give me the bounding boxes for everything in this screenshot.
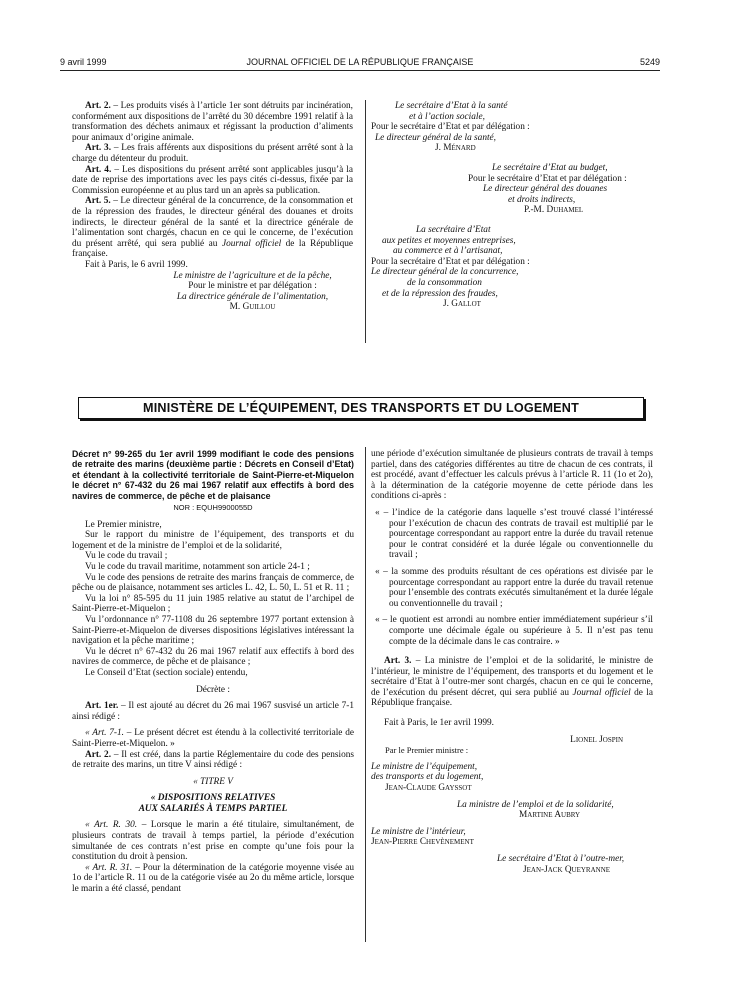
decree-article-3: Art. 3. – La ministre de l’emploi et de la solidarité, le ministre de l’intérieur, le ministre de l’équipement, des transports et du logement et le secrétaire d’Etat à l’outre-mer sont chargés, chacun en ce qui le concerne, de l’exécution du présent décret, qui sera publié au Journal officiel de la République française. [371,656,654,709]
sante-title: Le secrétaire d’Etat à la santé [395,101,508,111]
budget-name: P.-M. Duhamel [524,205,584,216]
signature-chevenement: Jean-Pierre Chevènement [371,837,474,848]
visa-code-maritime: Vu le code du travail maritime, notamment son article 24-1 ; [85,562,310,572]
signature-delegation: Pour le ministre et par délégation : [188,281,317,292]
r31-rule-1: « – l’indice de la catégorie dans laquelle s’est trouvé classé l’intéressé pour l’exécution de chacun des contrats de travail est multiplié par le pourcentage correspondant au rapport entre la durée du travail retenue pour le contrat considéré et la durée légale ou conventionnelle du travail ; [375,507,653,561]
interieur-title: Le ministre de l’intérieur, [371,826,466,837]
header-date: 9 avril 1999 [60,57,107,67]
article-r30: « Art. R. 30. – Lorsque le marin a été titulaire, simultanément, de plusieurs contrats de travail à temps partiel, la période d’exécution simultanée de ces contrats n’est prise en compte qu’une fois pour la constitution du droit à pension. [72,820,354,863]
header-rule [60,70,660,71]
decree-article-7-1: « Art. 7-1. – Le présent décret est étendu à la collectivité territoriale de Saint-Pierre-et-Miquelon. » [72,728,354,749]
titre-v-heading: « DISPOSITIONS RELATIVES [150,793,276,804]
visa-ordonnance-1977: Vu l’ordonnance n° 77-1108 du 26 septembre 1977 portant extension à Saint-Pierre-et-Miquelon de diverses dispositions législatives intéressant la navigation et la pêche maritime ; [72,614,354,647]
sante-title-2: et à l’action sociale, [409,111,485,122]
pme-role-3: et de la répression des fraudes, [382,288,498,299]
pme-role: Le directeur général de la concurrence, [371,267,519,278]
signature-title: Le ministre de l’agriculture et de la pêche, [173,270,332,281]
top-column-divider [365,100,366,343]
budget-title: Le secrétaire d’Etat au budget, [492,162,608,173]
budget-delegation: Pour le secrétaire d’Etat et par délégation : [468,173,627,184]
article-r31: « Art. R. 31. – Pour la détermination de la catégorie moyenne visée au 1o de l’article R. 11 ou de la catégorie visée au 2o du même article, lorsque le marin a été classé, pendant [72,862,354,895]
decree-nor: NOR : EQUH9900055D [173,503,253,513]
top-right-column [371,101,655,310]
visa-code-pensions: Vu le code des pensions de retraite des marins français de commerce, de pêche ou de plaisance, notamment ses articles L. 42, L. 50, L. 51 et R. 11 ; [72,572,354,594]
signing-date: Fait à Paris, le 6 avril 1999. [85,259,188,270]
equipement-title-2: des transports et du logement, [371,772,484,783]
ministry-banner [78,397,644,419]
visa-conseil-etat: Le Conseil d’Etat (section sociale) entendu, [85,667,248,678]
article-2: Art. 2. – Les produits visés à l’article 1er sont détruits par incinération, conformément aux dispositions de l’arrêté du 30 décembre 1991 relatif à la transformation des déchets animaux et régissant la production d’aliments pour animaux d’origine animale. [72,101,353,143]
article-4: Art. 4. – Les dispositions du présent arrêté sont applicables jusqu’à la date de reprise des importations avec les pays cités ci-dessus, fixée par la Commission européenne et au plus tard un an après sa publication. [72,164,354,196]
r31-rule-3: « – le quotient est arrondi au nombre entier immédiatement supérieur s’il comporte une décimale égale ou supérieure à 5. Il n’est pas tenu compte de la décimale dans le cas contraire. » [375,615,653,647]
signature-role: La directrice générale de l’alimentation, [176,291,329,302]
par-premier-ministre: Par le Premier ministre : [385,745,469,756]
sante-role: Le directeur général de la santé, [375,132,497,143]
visa-rapport: Sur le rapport du ministre de l’équipement, des transports et du logement et de la ministre de l’emploi et de la solidarité, [72,530,354,551]
pme-title-3: au commerce et à l’artisanat, [393,246,503,257]
emploi-title: La ministre de l’emploi et de la solidarité, [457,799,614,810]
r31-continuation: une période d’exécution simultanée de plusieurs contrats de travail à temps partiel, dans des catégories différentes au titre de chacun de ces contrats, il est procédé, avant d’effectuer les calculs prévus à l’article R. 11 (1o et 2o), à la détermination de la catégorie moyenne de cette période dans les conditions ci-après : [371,449,653,502]
decree-article-2: Art. 2. – Il est créé, dans la partie Réglementaire du code des pensions de retraite des marins, un titre V ainsi rédigé : [72,749,355,771]
header-page-number: 5249 [639,57,660,67]
signature-jospin: Lionel Jospin [570,734,623,745]
pme-title-2: aux petites et moyennes entreprises, [382,235,516,246]
budget-role-2: et droits indirects, [508,194,576,205]
budget-role: Le directeur général des douanes [483,184,608,195]
signature-aubry: Martine Aubry [519,810,581,821]
decree-right-column [371,449,653,875]
visa-code-travail: Vu le code du travail ; [85,551,168,562]
r31-rule-2: « – la somme des produits résultant de ces opérations est divisée par le pourcentage correspondant au rapport entre la durée du travail retenue pour l’ensemble des contrats exécutés simultanément et la durée légale ou conventionnelle du travail ; [375,566,653,609]
decree-column-divider [365,447,366,942]
article-3: Art. 3. – Les frais afférents aux dispositions du présent arrêté sont à la charge du détenteur du produit. [72,143,353,164]
visa-premier-ministre: Le Premier ministre, [85,519,162,530]
decree-title: Décret n° 99-265 du 1er avril 1999 modifiant le code des pensions de retraite des marins (deuxième partie : Décrets en Conseil d’Etat) et étendant à la collectivité territoriale de Saint-Pierre-et-Miquelon le décret n° 67-432 du 26 mai 1967 relatif aux effectifs à bord des navires de commerce, de pêche et de plaisance [72,449,354,501]
header-journal-title: JOURNAL OFFICIEL DE LA RÉPUBLIQUE FRANÇAISE [246,57,474,67]
pme-name: J. Gallot [443,299,481,310]
ministry-banner-text: MINISTÈRE DE L’ÉQUIPEMENT, DES TRANSPORTS ET DU LOGEMENT [143,401,579,415]
signature-queyranne: Jean-Jack Queyranne [523,864,611,875]
equipement-title: Le ministre de l’équipement, [371,761,478,772]
decree-article-1: Art. 1er. – Il est ajouté au décret du 26 mai 1967 susvisé un article 7-1 ainsi rédigé : [72,701,354,722]
top-left-column [72,101,353,313]
pme-title: La secrétaire d’Etat [416,224,491,235]
article-5: Art. 5. – Le directeur général de la concurrence, de la consommation et de la répression des fraudes, le directeur général des douanes et droits indirects, le directeur général de la santé et la directrice générale de l’alimentation sont chargés, chacun en ce qui le concerne, de l’exécution du présent arrêté, qui sera publié au Journal officiel de la République française. [72,196,353,260]
decree-left-column [72,449,354,895]
decree-signing-date: Fait à Paris, le 1er avril 1999. [384,718,494,729]
pme-role-2: de la consommation [407,277,482,288]
pme-delegation: Pour la secrétaire d’Etat et par délégation : [371,256,530,267]
sante-name: J. Ménard [435,143,476,154]
titre-v-heading-2: AUX SALARIÉS À TEMPS PARTIEL [138,803,288,814]
page-header [60,57,660,69]
titre-v: « TITRE V [193,776,233,787]
visa-loi-1985: Vu la loi n° 85-595 du 11 juin 1985 relative au statut de l’archipel de Saint-Pierre-et-Miquelon ; [72,593,354,615]
sante-delegation: Pour le secrétaire d’Etat et par délégation : [371,122,530,133]
signature-name: M. Guillou [229,302,276,313]
outremer-title: Le secrétaire d’Etat à l’outre-mer, [497,854,625,864]
decrete: Décrète : [196,684,230,695]
signature-gayssot: Jean-Claude Gayssot [385,783,472,794]
visa-decret-1967: Vu le décret n° 67-432 du 26 mai 1967 relatif aux effectifs à bord des navires de commerce, de pêche et de plaisance ; [72,646,354,668]
